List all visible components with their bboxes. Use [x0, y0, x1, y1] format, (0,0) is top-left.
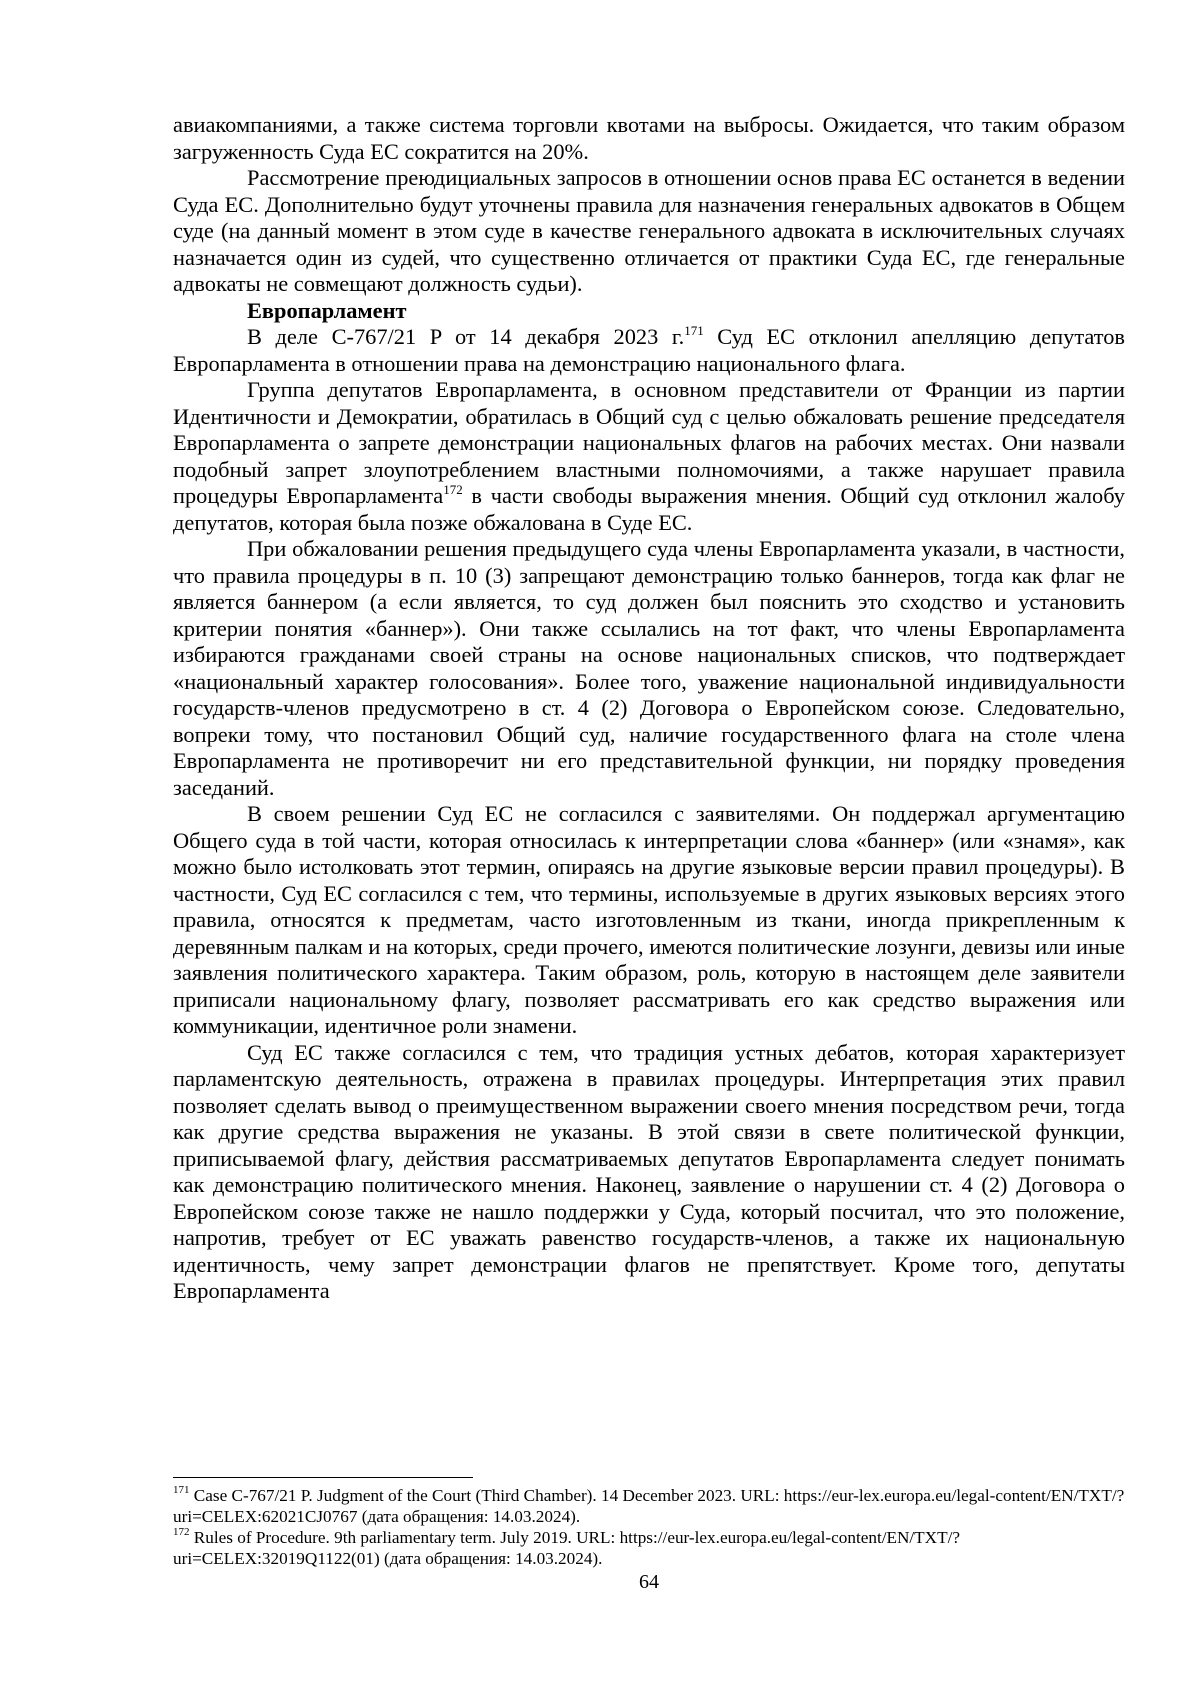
section-heading-europarliament: Европарламент	[247, 297, 407, 323]
footnote-number: 171	[173, 1484, 190, 1497]
paragraph-1: авиакомпаниями, а также система торговли квотами на выбросы. Ожидается, что таким образом загруженность Суда ЕС сократится на 20%.	[173, 112, 1125, 164]
paragraph-3-part-a: В деле C-767/21 P от 14 декабря 2023 г.	[247, 324, 685, 349]
footnote-text: Case C-767/21 P. Judgment of the Court (Third Chamber). 14 December 2023. URL: https://eur-lex.europa.eu/legal-content/EN/TXT/?uri=CELEX:62021CJ0767 (дата обращения: 14.03.2024).	[173, 1486, 1125, 1526]
paragraph-3-part-b: Суд ЕС отклонил апелляцию депутатов Европарламента в отношении права на демонстрацию национального флага.	[173, 324, 1125, 376]
footnotes	[173, 1485, 1125, 1569]
paragraph-7: Суд ЕС также согласился с тем, что традиция устных дебатов, которая характеризует парламентскую деятельность, отражена в правилах процедуры. Интерпретация этих правил позволяет сделать вывод о преимущественном выражении своего мнения посредством речи, тогда как другие средства выражения не указаны. В этой связи в свете политической функции, приписываемой флагу, действия рассматриваемых депутатов Европарламента следует понимать как демонстрацию политического мнения. Наконец, заявление о нарушении ст. 4 (2) Договора о Европейском союзе также не нашло поддержки у Суда, который посчитал, что это положение, напротив, требует от ЕС уважать равенство государств-членов, а также их национальную идентичность, чему запрет демонстрации флагов не препятствует. Кроме того, депутаты Европарламента	[173, 1039, 1125, 1303]
footnote-text: Rules of Procedure. 9th parliamentary term. July 2019. URL: https://eur-lex.europa.eu/legal-content/EN/TXT/?uri=CELEX:32019Q1122(01) (дата обращения: 14.03.2024).	[173, 1528, 960, 1568]
page-number: 64	[639, 1571, 659, 1593]
main-text	[173, 112, 1125, 1305]
footnote-divider	[173, 1477, 473, 1478]
footnote-ref-172[interactable]: 172	[443, 481, 463, 497]
paragraph-4	[173, 377, 1125, 536]
paragraph-6: В своем решении Суд ЕС не согласился с заявителями. Он поддержал аргументацию Общего суда в той части, которая относилась к интерпретации слова «баннер» (или «знамя», как можно было истолковать этот термин, опираясь на другие языковые версии правил процедуры). В частности, Суд ЕС согласился с тем, что термины, используемые в других языковых версиях этого правила, относятся к предметам, часто изготовленным из ткани, иногда прикрепленным к деревянным палкам и на которых, среди прочего, имеются политические лозунги, девизы или иные заявления политического характера. Таким образом, роль, которую в настоящем деле заявители приписали национальному флагу, позволяет рассматривать его как средство выражения или коммуникации, идентичное роли знамени.	[173, 801, 1125, 1038]
page-body	[173, 112, 1125, 1305]
paragraph-3	[173, 324, 1125, 377]
paragraph-2: Рассмотрение преюдициальных запросов в отношении основ права ЕС останется в ведении Суда ЕС. Дополнительно будут уточнены правила для назначения генеральных адвокатов в Общем суде (на данный момент в этом суде в качестве генерального адвоката в исключительных случаях назначается один из судей, что существенно отличается от практики Суда ЕС, где генеральные адвокаты не совмещают должность судьи).	[173, 165, 1125, 296]
footnote-172	[173, 1527, 1125, 1569]
footnote-number: 172	[173, 1526, 190, 1539]
paragraph-4-part-b: в части свободы выражения мнения. Общий суд отклонил жалобу депутатов, которая была позже обжалована в Суде ЕС.	[173, 483, 1125, 535]
footnote-171	[173, 1485, 1125, 1527]
paragraph-5: При обжаловании решения предыдущего суда члены Европарламента указали, в частности, что правила процедуры в п. 10 (3) запрещают демонстрацию только баннеров, тогда как флаг не является баннером (а если является, то суд должен был пояснить это сходство и установить критерии понятия «баннер»). Они также ссылались на тот факт, что члены Европарламента избираются гражданами своей страны на основе национальных списков, что подтверждает «национальный характер голосования». Более того, уважение национальной индивидуальности государств-членов предусмотрено в ст. 4 (2) Договора о Европейском союзе. Следовательно, вопреки тому, что постановил Общий суд, наличие государственного флага на столе члена Европарламента не противоречит ни его представительной функции, ни порядку проведения заседаний.	[173, 536, 1125, 800]
footnote-ref-171[interactable]: 171	[684, 322, 704, 338]
paragraph-4-part-a: Группа депутатов Европарламента, в основном представители от Франции из партии Идентичности и Демократии, обратилась в Общий суд с целью обжаловать решение председателя Европарламента о запрете демонстрации национальных флагов на рабочих местах. Они назвали подобный запрет злоупотреблением властными полномочиями, а также нарушает правила процедуры Европарламента	[173, 377, 1125, 508]
